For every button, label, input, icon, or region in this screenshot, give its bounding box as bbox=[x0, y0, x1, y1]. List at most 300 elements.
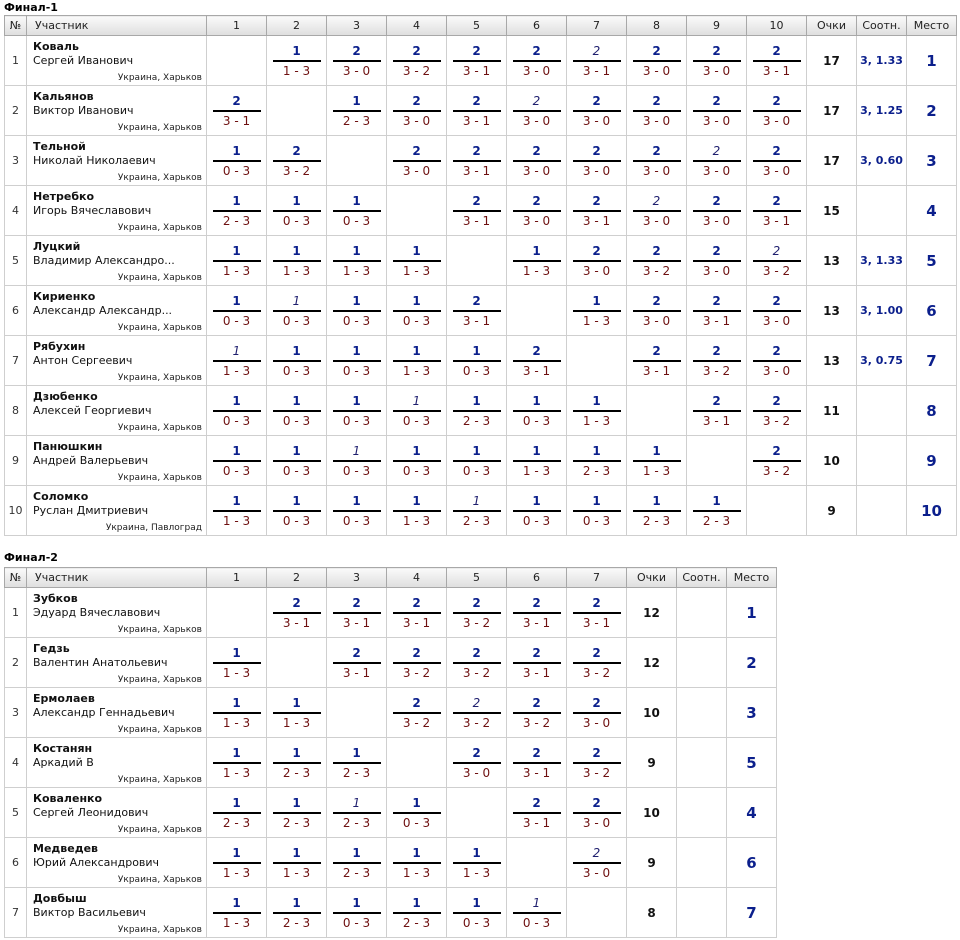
match-score: 3 - 1 bbox=[642, 363, 671, 378]
match-score: 3 - 0 bbox=[702, 163, 731, 178]
points-cell: 10 bbox=[807, 436, 857, 486]
match-cell[interactable] bbox=[447, 588, 507, 638]
participant-cell bbox=[27, 286, 207, 336]
match-cell[interactable] bbox=[207, 286, 267, 336]
match-cell[interactable] bbox=[507, 86, 567, 136]
match-cell[interactable] bbox=[747, 136, 807, 186]
match-score: 3 - 1 bbox=[762, 63, 791, 78]
table-row bbox=[5, 386, 957, 436]
match-cell[interactable] bbox=[267, 838, 327, 888]
match-cell[interactable] bbox=[207, 86, 267, 136]
match-cell[interactable] bbox=[267, 336, 327, 386]
match-cell[interactable] bbox=[207, 186, 267, 236]
match-score: 0 - 3 bbox=[282, 463, 311, 478]
match-cell[interactable] bbox=[387, 888, 447, 938]
match-cell[interactable] bbox=[747, 186, 807, 236]
player-last-name[interactable]: Рябухин bbox=[33, 340, 86, 353]
result-divider bbox=[213, 260, 261, 262]
match-result: 2 bbox=[472, 745, 481, 760]
match-result: 1 bbox=[472, 393, 481, 408]
result-divider bbox=[453, 612, 501, 614]
match-score: 1 - 3 bbox=[282, 63, 311, 78]
player-last-name[interactable]: Костанян bbox=[33, 742, 93, 755]
match-cell[interactable] bbox=[747, 236, 807, 286]
match-cell[interactable] bbox=[327, 86, 387, 136]
match-cell[interactable] bbox=[207, 486, 267, 536]
match-score: 3 - 0 bbox=[702, 263, 731, 278]
match-cell[interactable] bbox=[327, 738, 387, 788]
player-last-name[interactable]: Коваль bbox=[33, 40, 79, 53]
match-cell[interactable] bbox=[207, 436, 267, 486]
result-divider bbox=[393, 510, 441, 512]
match-cell[interactable] bbox=[327, 236, 387, 286]
match-score: 1 - 3 bbox=[582, 413, 611, 428]
match-result: 2 bbox=[652, 293, 661, 308]
player-city: Украина, Харьков bbox=[117, 73, 202, 83]
match-cell[interactable] bbox=[207, 336, 267, 386]
match-score: 3 - 2 bbox=[762, 463, 791, 478]
match-cell[interactable] bbox=[747, 286, 807, 336]
row-number: 1 bbox=[5, 588, 27, 638]
match-score: 0 - 3 bbox=[282, 363, 311, 378]
match-cell[interactable] bbox=[447, 486, 507, 536]
match-cell[interactable] bbox=[567, 588, 627, 638]
match-score: 1 - 3 bbox=[462, 865, 491, 880]
match-cell[interactable] bbox=[327, 336, 387, 386]
result-divider bbox=[273, 310, 321, 312]
match-score: 3 - 1 bbox=[522, 765, 551, 780]
match-result: 2 bbox=[712, 143, 721, 158]
match-result: 2 bbox=[592, 43, 601, 58]
match-cell[interactable] bbox=[327, 588, 387, 638]
match-cell[interactable] bbox=[327, 436, 387, 486]
match-score: 0 - 3 bbox=[582, 513, 611, 528]
player-city: Украина, Харьков bbox=[117, 373, 202, 383]
match-cell[interactable] bbox=[327, 788, 387, 838]
match-cell[interactable] bbox=[507, 638, 567, 688]
self-match-cell bbox=[567, 336, 627, 386]
match-result: 1 bbox=[472, 493, 481, 508]
match-cell[interactable] bbox=[567, 286, 627, 336]
match-result: 2 bbox=[772, 343, 781, 358]
result-divider bbox=[573, 762, 621, 764]
match-cell[interactable] bbox=[207, 888, 267, 938]
match-result: 2 bbox=[712, 93, 721, 108]
match-cell[interactable] bbox=[447, 36, 507, 86]
match-cell[interactable] bbox=[507, 236, 567, 286]
match-cell[interactable] bbox=[447, 738, 507, 788]
row-number: 2 bbox=[5, 86, 27, 136]
match-cell[interactable] bbox=[207, 788, 267, 838]
match-result: 1 bbox=[352, 193, 361, 208]
player-last-name[interactable]: Гедзь bbox=[33, 642, 70, 655]
match-result: 1 bbox=[292, 795, 301, 810]
match-cell[interactable] bbox=[687, 236, 747, 286]
match-score: 2 - 3 bbox=[282, 765, 311, 780]
match-cell[interactable] bbox=[507, 336, 567, 386]
table-row bbox=[5, 236, 957, 286]
match-cell[interactable] bbox=[267, 486, 327, 536]
match-cell[interactable] bbox=[507, 788, 567, 838]
match-cell[interactable] bbox=[507, 588, 567, 638]
match-result: 2 bbox=[412, 695, 421, 710]
match-score: 1 - 3 bbox=[402, 513, 431, 528]
match-cell[interactable] bbox=[567, 486, 627, 536]
section-title: Финал-1 bbox=[4, 1, 58, 14]
match-cell[interactable] bbox=[267, 136, 327, 186]
player-last-name[interactable]: Ермолаев bbox=[33, 692, 95, 705]
match-cell[interactable] bbox=[327, 286, 387, 336]
results-table bbox=[4, 15, 957, 536]
match-result: 1 bbox=[412, 443, 421, 458]
match-cell[interactable] bbox=[687, 336, 747, 386]
results-table bbox=[4, 567, 777, 938]
match-cell[interactable] bbox=[747, 336, 807, 386]
match-cell[interactable] bbox=[267, 888, 327, 938]
match-score: 0 - 3 bbox=[282, 213, 311, 228]
self-match-cell bbox=[267, 638, 327, 688]
match-cell[interactable] bbox=[507, 186, 567, 236]
place-cell: 6 bbox=[907, 286, 957, 336]
match-result: 1 bbox=[292, 43, 301, 58]
match-cell[interactable] bbox=[207, 688, 267, 738]
result-divider bbox=[453, 510, 501, 512]
match-result: 1 bbox=[352, 895, 361, 910]
match-cell[interactable] bbox=[387, 638, 447, 688]
result-divider bbox=[273, 260, 321, 262]
player-last-name[interactable]: Панюшкин bbox=[33, 440, 103, 453]
match-score: 3 - 0 bbox=[582, 263, 611, 278]
header-opponent-8: 8 bbox=[627, 16, 687, 36]
match-cell[interactable] bbox=[387, 688, 447, 738]
player-last-name[interactable]: Зубков bbox=[33, 592, 78, 605]
match-cell[interactable] bbox=[327, 486, 387, 536]
match-score: 3 - 0 bbox=[642, 313, 671, 328]
match-cell[interactable] bbox=[267, 688, 327, 738]
player-last-name[interactable]: Дзюбенко bbox=[33, 390, 98, 403]
match-cell[interactable] bbox=[267, 738, 327, 788]
match-cell[interactable] bbox=[507, 386, 567, 436]
match-score: 3 - 2 bbox=[642, 263, 671, 278]
match-score: 3 - 1 bbox=[582, 615, 611, 630]
match-cell[interactable] bbox=[447, 436, 507, 486]
match-cell[interactable] bbox=[567, 688, 627, 738]
match-result: 2 bbox=[532, 143, 541, 158]
result-divider bbox=[753, 210, 801, 212]
match-cell[interactable] bbox=[267, 186, 327, 236]
match-cell[interactable] bbox=[387, 436, 447, 486]
player-last-name[interactable]: Медведев bbox=[33, 842, 99, 855]
match-cell[interactable] bbox=[567, 36, 627, 86]
player-city: Украина, Харьков bbox=[117, 925, 202, 935]
match-cell[interactable] bbox=[207, 738, 267, 788]
result-divider bbox=[273, 912, 321, 914]
result-divider bbox=[213, 360, 261, 362]
match-score: 3 - 1 bbox=[702, 313, 731, 328]
match-result: 2 bbox=[352, 43, 361, 58]
match-cell[interactable] bbox=[507, 486, 567, 536]
result-divider bbox=[453, 360, 501, 362]
match-cell[interactable] bbox=[267, 386, 327, 436]
match-score: 3 - 2 bbox=[582, 665, 611, 680]
points-cell: 12 bbox=[627, 588, 677, 638]
result-divider bbox=[513, 612, 561, 614]
match-cell[interactable] bbox=[627, 236, 687, 286]
player-last-name[interactable]: Кириенко bbox=[33, 290, 96, 303]
result-divider bbox=[213, 510, 261, 512]
match-cell[interactable] bbox=[387, 36, 447, 86]
self-match-cell bbox=[207, 36, 267, 86]
participant-cell bbox=[27, 486, 207, 536]
match-cell[interactable] bbox=[567, 788, 627, 838]
match-score: 2 - 3 bbox=[702, 513, 731, 528]
match-result: 2 bbox=[712, 393, 721, 408]
match-cell[interactable] bbox=[447, 688, 507, 738]
match-cell[interactable] bbox=[627, 86, 687, 136]
result-divider bbox=[213, 460, 261, 462]
match-result: 2 bbox=[412, 43, 421, 58]
self-match-cell bbox=[687, 436, 747, 486]
match-cell[interactable] bbox=[387, 788, 447, 838]
match-score: 2 - 3 bbox=[462, 413, 491, 428]
match-cell[interactable] bbox=[207, 838, 267, 888]
match-cell[interactable] bbox=[507, 36, 567, 86]
match-cell[interactable] bbox=[687, 86, 747, 136]
match-cell[interactable] bbox=[747, 36, 807, 86]
match-cell[interactable] bbox=[267, 788, 327, 838]
match-score: 3 - 1 bbox=[462, 63, 491, 78]
self-match-cell bbox=[267, 86, 327, 136]
match-cell[interactable] bbox=[747, 386, 807, 436]
match-score: 0 - 3 bbox=[342, 413, 371, 428]
match-cell[interactable] bbox=[507, 136, 567, 186]
player-last-name[interactable]: Кальянов bbox=[33, 90, 94, 103]
match-result: 1 bbox=[592, 443, 601, 458]
player-first-name: Сергей Иванович bbox=[33, 54, 134, 67]
participant-cell bbox=[27, 186, 207, 236]
match-cell[interactable] bbox=[207, 638, 267, 688]
match-cell[interactable] bbox=[567, 136, 627, 186]
match-cell[interactable] bbox=[267, 588, 327, 638]
match-score: 1 - 3 bbox=[402, 363, 431, 378]
header-participant: Участник bbox=[27, 16, 207, 36]
match-cell[interactable] bbox=[627, 36, 687, 86]
match-score: 3 - 2 bbox=[702, 363, 731, 378]
match-result: 2 bbox=[592, 243, 601, 258]
points-cell: 17 bbox=[807, 36, 857, 86]
result-divider bbox=[633, 260, 681, 262]
ratio-cell bbox=[857, 436, 907, 486]
match-cell[interactable] bbox=[747, 86, 807, 136]
match-cell[interactable] bbox=[687, 486, 747, 536]
match-result: 1 bbox=[652, 443, 661, 458]
match-cell[interactable] bbox=[327, 838, 387, 888]
player-city: Украина, Харьков bbox=[117, 323, 202, 333]
result-divider bbox=[273, 812, 321, 814]
match-cell[interactable] bbox=[267, 36, 327, 86]
player-first-name: Алексей Георгиевич bbox=[33, 404, 152, 417]
match-cell[interactable] bbox=[327, 36, 387, 86]
match-cell[interactable] bbox=[627, 186, 687, 236]
section-title: Финал-2 bbox=[4, 551, 58, 564]
match-cell[interactable] bbox=[207, 136, 267, 186]
result-divider bbox=[273, 360, 321, 362]
match-cell[interactable] bbox=[387, 588, 447, 638]
match-cell[interactable] bbox=[567, 236, 627, 286]
match-cell[interactable] bbox=[687, 386, 747, 436]
header-opponent-3: 3 bbox=[327, 16, 387, 36]
match-cell[interactable] bbox=[567, 838, 627, 888]
match-cell[interactable] bbox=[447, 136, 507, 186]
table-row bbox=[5, 186, 957, 236]
match-score: 3 - 0 bbox=[762, 363, 791, 378]
match-cell[interactable] bbox=[447, 286, 507, 336]
participant-cell bbox=[27, 638, 207, 688]
match-cell[interactable] bbox=[687, 36, 747, 86]
points-cell: 11 bbox=[807, 386, 857, 436]
participant-cell bbox=[27, 838, 207, 888]
points-cell: 9 bbox=[807, 486, 857, 536]
match-cell[interactable] bbox=[327, 186, 387, 236]
player-last-name[interactable]: Нетребко bbox=[33, 190, 95, 203]
place-cell: 2 bbox=[907, 86, 957, 136]
ratio-cell bbox=[677, 588, 727, 638]
match-cell[interactable] bbox=[207, 386, 267, 436]
match-cell[interactable] bbox=[387, 386, 447, 436]
row-number: 10 bbox=[5, 486, 27, 536]
place-cell: 4 bbox=[907, 186, 957, 236]
ratio-cell bbox=[677, 688, 727, 738]
match-cell[interactable] bbox=[447, 186, 507, 236]
place-cell: 9 bbox=[907, 436, 957, 486]
table-row bbox=[5, 638, 777, 688]
match-result: 2 bbox=[472, 193, 481, 208]
match-cell[interactable] bbox=[567, 186, 627, 236]
match-cell[interactable] bbox=[387, 336, 447, 386]
match-cell[interactable] bbox=[387, 236, 447, 286]
match-score: 3 - 0 bbox=[522, 213, 551, 228]
match-cell[interactable] bbox=[447, 336, 507, 386]
match-cell[interactable] bbox=[627, 336, 687, 386]
result-divider bbox=[213, 862, 261, 864]
match-cell[interactable] bbox=[447, 638, 507, 688]
match-cell[interactable] bbox=[567, 386, 627, 436]
result-divider bbox=[513, 410, 561, 412]
match-result: 2 bbox=[592, 795, 601, 810]
match-cell[interactable] bbox=[627, 286, 687, 336]
result-divider bbox=[633, 110, 681, 112]
match-result: 2 bbox=[412, 645, 421, 660]
match-cell[interactable] bbox=[627, 136, 687, 186]
match-score: 3 - 1 bbox=[462, 113, 491, 128]
match-cell[interactable] bbox=[567, 86, 627, 136]
header-row bbox=[5, 16, 957, 36]
match-cell[interactable] bbox=[327, 888, 387, 938]
player-last-name[interactable]: Соломко bbox=[33, 490, 89, 503]
player-last-name[interactable]: Тельной bbox=[33, 140, 86, 153]
match-cell[interactable] bbox=[447, 888, 507, 938]
points-cell: 17 bbox=[807, 86, 857, 136]
ratio-cell: 3, 1.33 bbox=[857, 36, 907, 86]
match-cell[interactable] bbox=[627, 436, 687, 486]
result-divider bbox=[393, 60, 441, 62]
result-divider bbox=[753, 110, 801, 112]
result-divider bbox=[693, 410, 741, 412]
match-cell[interactable] bbox=[387, 486, 447, 536]
match-cell[interactable] bbox=[447, 86, 507, 136]
match-result: 2 bbox=[712, 243, 721, 258]
header-opponent-7: 7 bbox=[567, 568, 627, 588]
match-score: 3 - 2 bbox=[582, 765, 611, 780]
match-cell[interactable] bbox=[687, 136, 747, 186]
match-cell[interactable] bbox=[747, 436, 807, 486]
match-cell[interactable] bbox=[387, 838, 447, 888]
match-cell[interactable] bbox=[387, 136, 447, 186]
player-last-name[interactable]: Коваленко bbox=[33, 792, 103, 805]
match-result: 2 bbox=[772, 443, 781, 458]
match-cell[interactable] bbox=[267, 236, 327, 286]
match-cell[interactable] bbox=[507, 688, 567, 738]
match-cell[interactable] bbox=[507, 436, 567, 486]
header-opponent-5: 5 bbox=[447, 568, 507, 588]
match-score: 1 - 3 bbox=[582, 313, 611, 328]
result-divider bbox=[273, 762, 321, 764]
match-cell[interactable] bbox=[627, 486, 687, 536]
match-cell[interactable] bbox=[447, 838, 507, 888]
match-cell[interactable] bbox=[687, 186, 747, 236]
row-number: 4 bbox=[5, 186, 27, 236]
player-last-name[interactable]: Довбыш bbox=[33, 892, 87, 905]
match-result: 2 bbox=[532, 43, 541, 58]
match-cell[interactable] bbox=[327, 638, 387, 688]
match-cell[interactable] bbox=[387, 286, 447, 336]
match-result: 2 bbox=[232, 93, 241, 108]
ratio-cell bbox=[857, 186, 907, 236]
self-match-cell bbox=[627, 386, 687, 436]
result-divider bbox=[213, 762, 261, 764]
match-cell[interactable] bbox=[567, 738, 627, 788]
match-cell[interactable] bbox=[327, 386, 387, 436]
match-cell[interactable] bbox=[507, 738, 567, 788]
match-cell[interactable] bbox=[447, 386, 507, 436]
player-last-name[interactable]: Луцкий bbox=[33, 240, 81, 253]
match-result: 1 bbox=[412, 393, 421, 408]
place-cell: 5 bbox=[727, 738, 777, 788]
match-cell[interactable] bbox=[507, 888, 567, 938]
match-score: 3 - 1 bbox=[222, 113, 251, 128]
match-cell[interactable] bbox=[567, 436, 627, 486]
result-divider bbox=[213, 310, 261, 312]
match-cell[interactable] bbox=[207, 236, 267, 286]
row-number: 7 bbox=[5, 336, 27, 386]
match-cell[interactable] bbox=[267, 436, 327, 486]
place-cell: 1 bbox=[727, 588, 777, 638]
match-score: 3 - 1 bbox=[462, 213, 491, 228]
match-score: 0 - 3 bbox=[342, 513, 371, 528]
match-result: 1 bbox=[412, 243, 421, 258]
self-match-cell bbox=[327, 136, 387, 186]
result-divider bbox=[333, 360, 381, 362]
match-cell[interactable] bbox=[387, 86, 447, 136]
match-cell[interactable] bbox=[267, 286, 327, 336]
match-cell[interactable] bbox=[687, 286, 747, 336]
match-result: 1 bbox=[532, 443, 541, 458]
player-city: Украина, Харьков bbox=[117, 173, 202, 183]
result-divider bbox=[333, 310, 381, 312]
match-cell[interactable] bbox=[567, 638, 627, 688]
match-result: 1 bbox=[652, 493, 661, 508]
result-divider bbox=[573, 510, 621, 512]
